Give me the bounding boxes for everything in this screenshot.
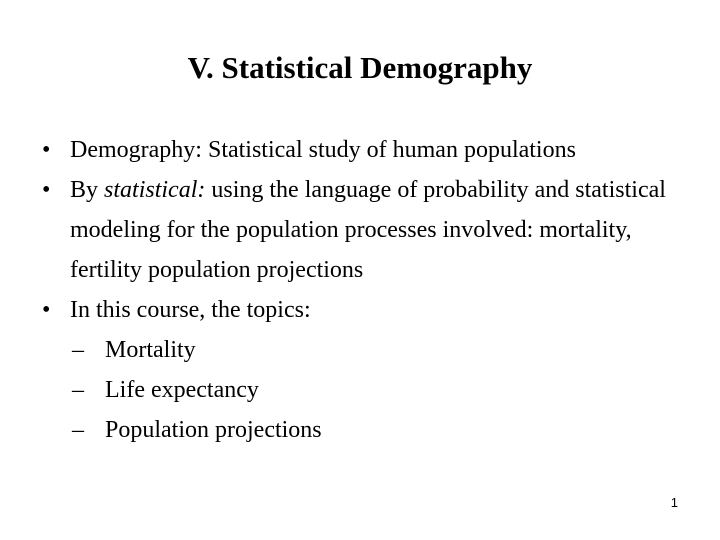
dash-icon: –	[72, 377, 84, 403]
slide-title: V. Statistical Demography	[187, 50, 533, 85]
bullet-text: Demography: Statistical study of human populations	[70, 137, 576, 163]
bullet-text-emphasis: statistical:	[104, 177, 206, 203]
dash-icon: –	[72, 417, 84, 443]
dash-icon: –	[72, 337, 84, 363]
sub-item-life-expectancy	[72, 370, 700, 410]
bullet-item-2	[40, 170, 700, 290]
bullet-text: In this course, the topics:	[70, 297, 311, 323]
bullet-list	[40, 130, 700, 450]
sub-bullet-list	[70, 330, 700, 450]
slide-number: 1	[670, 495, 678, 510]
bullet-icon: •	[42, 137, 51, 163]
sub-item-population-projections	[72, 410, 700, 450]
bullet-text-prefix: By	[70, 177, 105, 203]
bullet-item-3	[40, 290, 700, 450]
sub-item-mortality	[72, 330, 700, 370]
sub-item-text: Population projections	[105, 417, 322, 443]
bullet-item-1	[40, 130, 700, 170]
bullet-icon: •	[42, 297, 51, 323]
bullet-icon: •	[42, 177, 51, 203]
sub-item-text: Mortality	[105, 337, 196, 363]
bullet-text-rest: using the language of probability and statistical modeling for the population processes involved: mortality, fertility population projections	[70, 177, 666, 283]
sub-item-text: Life expectancy	[105, 377, 259, 403]
